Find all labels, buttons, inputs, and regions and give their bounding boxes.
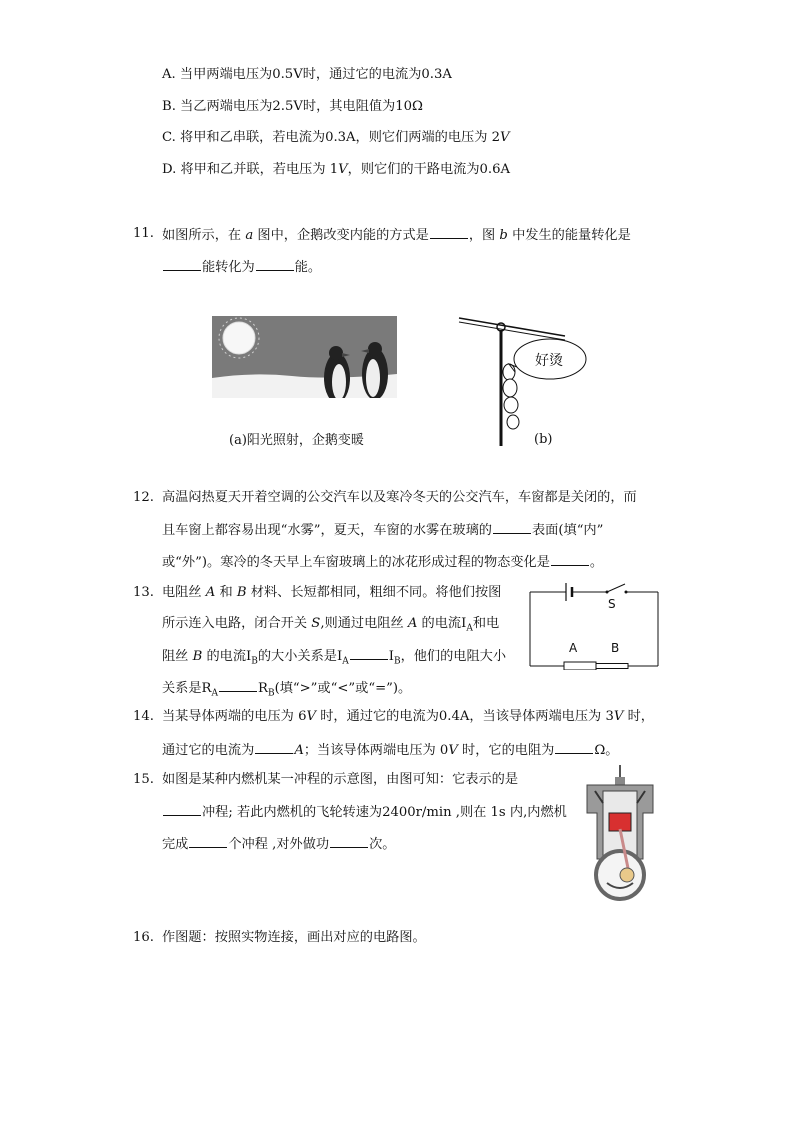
answer-blank[interactable] <box>350 646 388 660</box>
answer-blank[interactable] <box>555 740 593 754</box>
answer-blank[interactable] <box>430 225 468 239</box>
q12-line3: 或“外”)。寒冷的冬天早上车窗玻璃上的冰花形成过程的物态变化是 。 <box>162 552 603 572</box>
q14-line1: 当某导体两端的电压为 6V 时，通过它的电流为0.4A，当该导体两端电压为 3V 时， <box>162 709 654 724</box>
label-a: A <box>569 641 578 655</box>
switch-icon <box>607 584 625 592</box>
bubble-text: 好烫 <box>535 353 563 369</box>
question-number: 14. <box>133 709 154 724</box>
q13-line2: 所示连入电路，闭合开关 S,则通过电阻丝 A 的电流$I_A$和电 <box>162 616 500 634</box>
q14-line2: 通过它的电流为 A；当该导体两端电压为 0V 时，它的电阻为 Ω。 <box>162 740 618 760</box>
q11-line1: 如图所示，在 a 图中，企鹅改变内能的方式是 ，图 b 中发生的能量转化是 <box>162 225 631 245</box>
q13-line1: 电阻丝 A 和 B 材料、长短都相同，粗细不同。将他们按图 <box>162 585 502 600</box>
q15-line1: 如图是某种内燃机某一冲程的示意图，由图可知：它表示的是 <box>162 772 519 787</box>
circuit-diagram <box>528 580 660 670</box>
answer-blank[interactable] <box>255 740 293 754</box>
label-s: S <box>608 597 616 611</box>
answer-blank[interactable] <box>493 520 531 534</box>
q15-line2: 冲程; 若此内燃机的飞轮转速为2400r/min ,则在 1s 内,内燃机 <box>162 802 567 822</box>
pole-figure <box>455 312 595 448</box>
option-a: A. 当甲两端电压为0.5V时，通过它的电流为0.3A <box>162 67 452 82</box>
engine-figure <box>577 763 663 903</box>
question-number: 13. <box>133 585 154 600</box>
answer-blank[interactable] <box>551 552 589 566</box>
q11-line2: 能转化为 能。 <box>162 257 321 277</box>
resistor-a <box>564 662 596 670</box>
answer-blank[interactable] <box>163 802 201 816</box>
q12-line2: 且车窗上都容易出现“水雾”，夏天，车窗的水雾在玻璃的 表面(填“内” <box>162 520 603 540</box>
option-d: D. 将甲和乙并联，若电压为 1V，则它们的干路电流为0.6A <box>162 162 511 177</box>
person-icon <box>503 364 519 429</box>
q15-line3: 完成 个冲程 ,对外做功 次。 <box>162 834 395 854</box>
answer-blank[interactable] <box>256 257 294 271</box>
question-number: 12. <box>133 490 154 505</box>
penguin-figure <box>212 316 397 398</box>
q13-line3: 阻丝 B 的电流$I_B$的大小关系是$I_A$ $I_B$，他们的电阻大小 <box>162 646 506 671</box>
option-c: C. 将甲和乙串联，若电流为0.3A，则它们两端的电压为 2V <box>162 130 510 145</box>
answer-blank[interactable] <box>189 834 227 848</box>
answer-blank[interactable] <box>163 257 201 271</box>
question-number: 11. <box>133 226 154 241</box>
q16-line1: 作图题：按照实物连接，画出对应的电路图。 <box>162 930 426 945</box>
answer-blank[interactable] <box>219 678 257 692</box>
piston-icon <box>609 813 631 831</box>
resistor-b <box>596 664 628 669</box>
option-b: B. 当乙两端电压为2.5V时，其电阻值为10Ω <box>162 99 423 114</box>
q12-line1: 高温闷热夏天开着空调的公交汽车以及寒冷冬天的公交汽车，车窗都是关闭的，而 <box>162 490 637 505</box>
figure-b-caption: (b) <box>534 432 553 447</box>
q13-line4: 关系是$R_A$ $R_B$(填“>”或“<”或“=”)。 <box>162 678 411 703</box>
figure-a-caption: (a)阳光照射，企鹅变暖 <box>229 433 364 448</box>
answer-blank[interactable] <box>330 834 368 848</box>
question-number: 16. <box>133 930 154 945</box>
label-b: B <box>611 641 620 655</box>
question-number: 15. <box>133 772 154 787</box>
